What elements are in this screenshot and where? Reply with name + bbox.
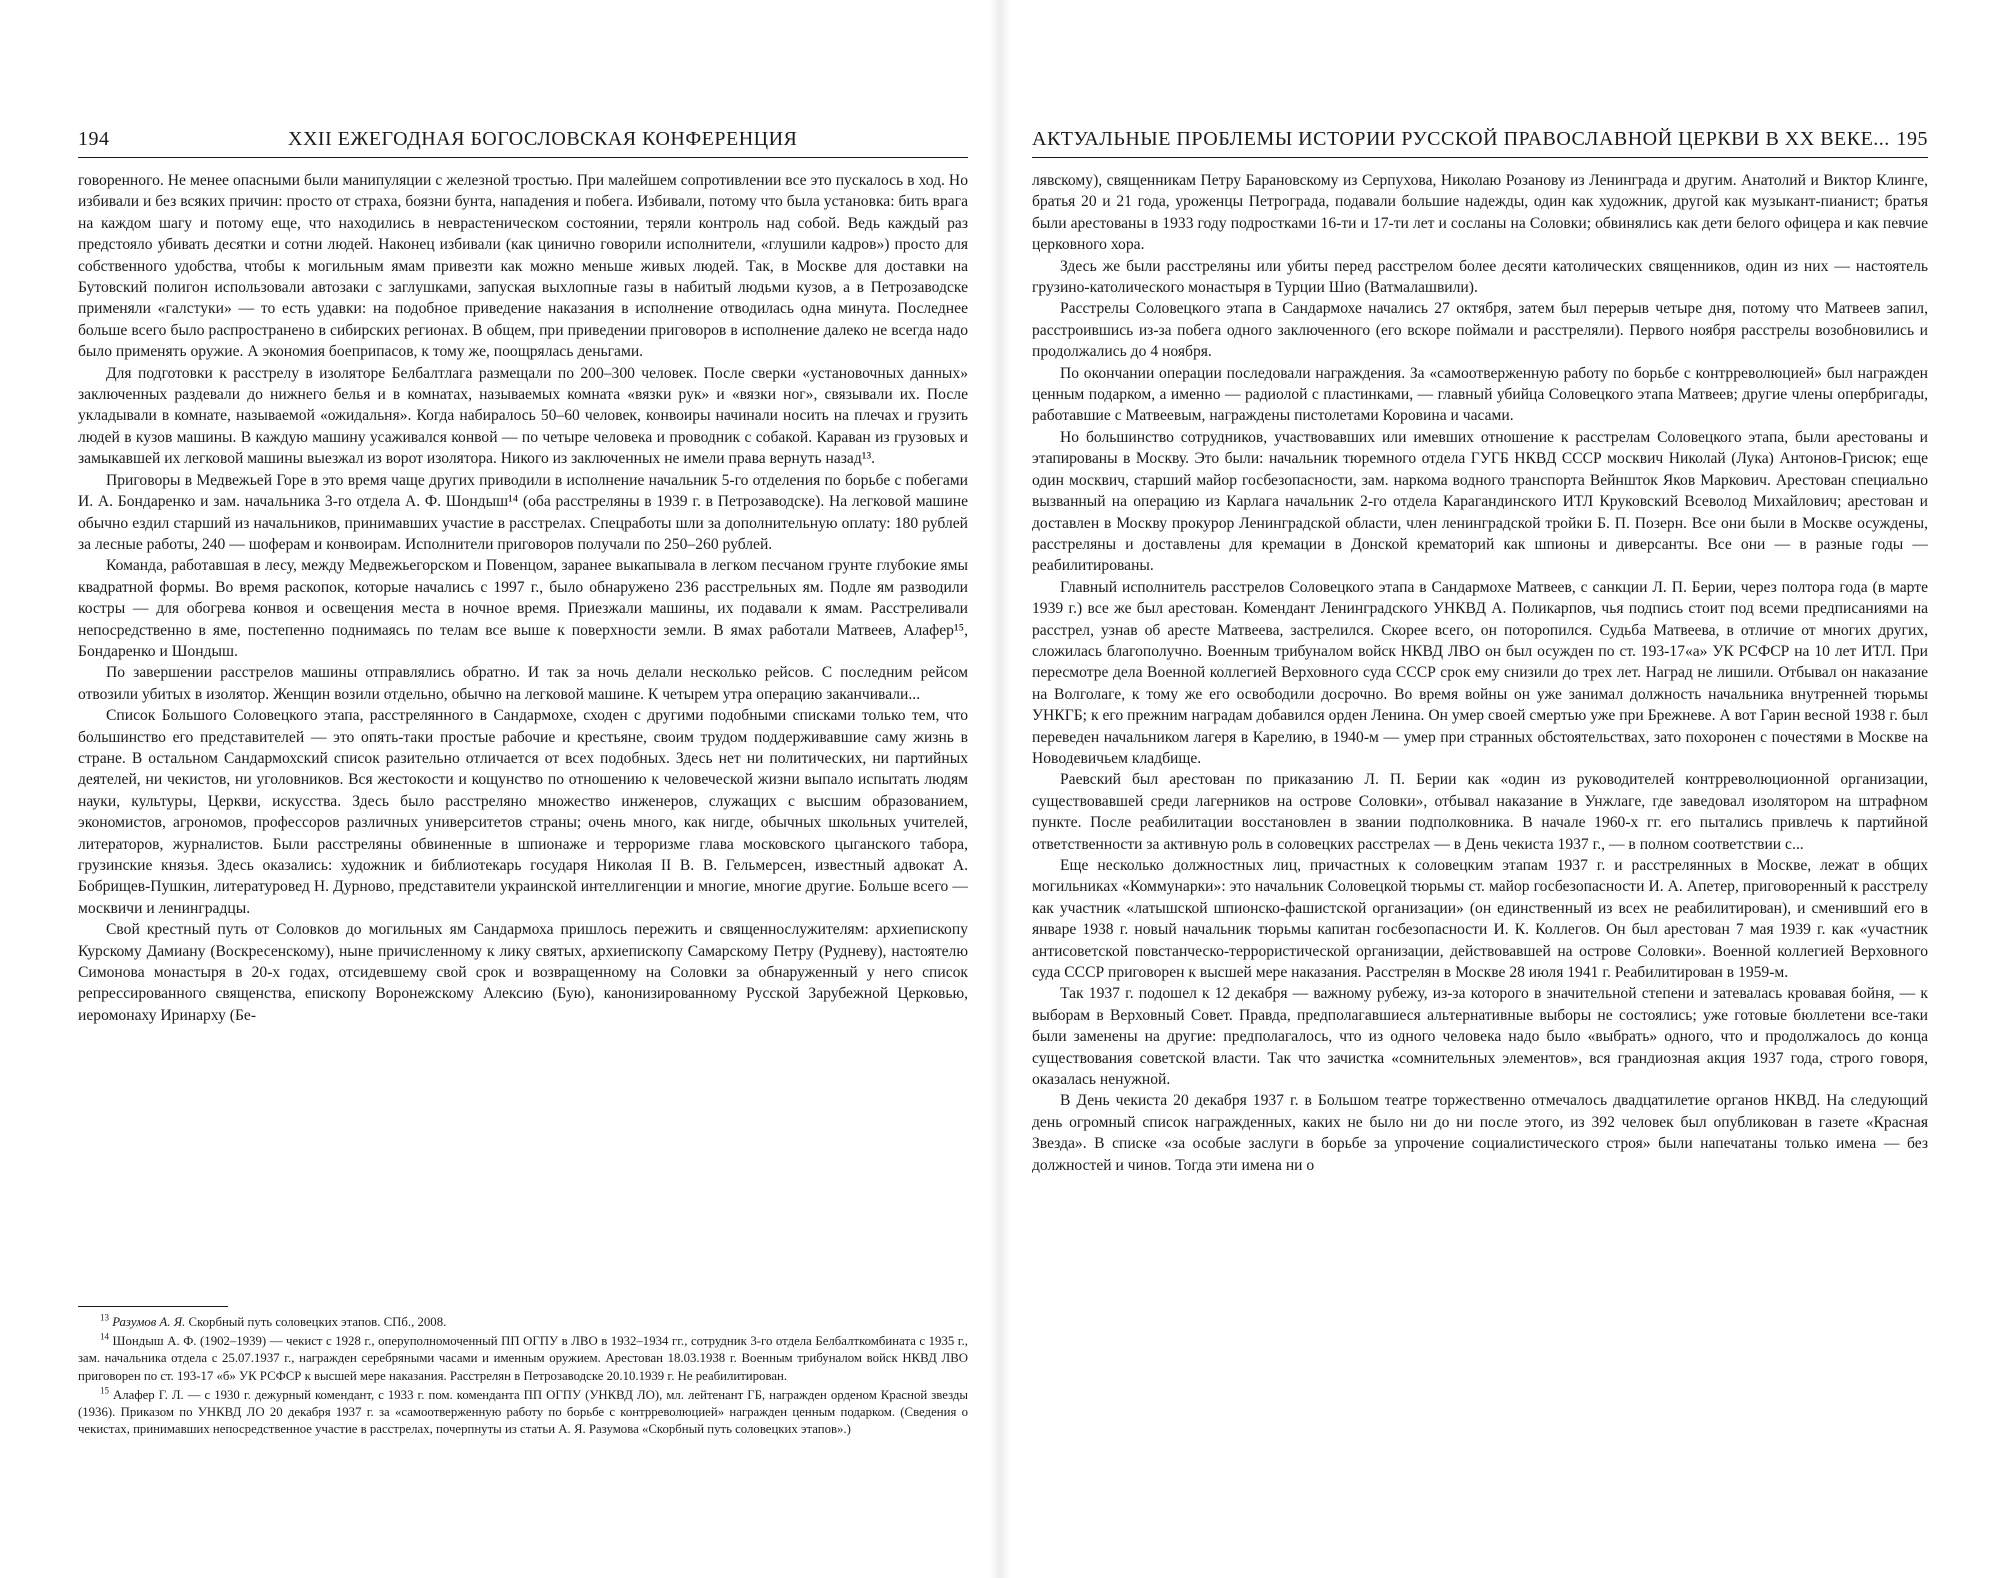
right-running-header [1032,128,1928,154]
footnote-text: Скорбный путь соловецких этапов. СПб., 2008. [185,1315,447,1329]
left-running-title: XXII ЕЖЕГОДНАЯ БОГОСЛОВСКАЯ КОНФЕРЕНЦИЯ [288,128,798,150]
paragraph: По завершении расстрелов машины отправлялись обратно. И так за ночь делали несколько рейсов. С последним рейсом отвозили убитых в изолятор. Женщин возили отдельно, обычно на легковой машине. К четырем утра операцию заканчивали... [78,664,968,703]
paragraph: Главный исполнитель расстрелов Соловецкого этапа в Сандармохе Матвеев, с санкции Л. П. Берии, через полтора года (в марте 1939 г.) все же был арестован. Комендант Ленинградского УНКВД А. Поликарпов, чья подпись стоит под всеми предписаниями на расстрел, узнав об аресте Матвеева, застрелился. Скорее всего, он поторопился. Судьба Матвеева, в отличие от многих других, сложилась благополучно. Военным трибуналом войск НКВД ЛВО он был осужден по ст. 193-17«а» УК РСФСР на 10 лет ИТЛ. При пересмотре дела Военной коллегией Верховного суда СССР срок ему снизили до трех лет. Наград не лишили. Отбывал он наказание на Волголаге, к тому же его освободили досрочно. Во время войны он уже занимал должность начальника внутренней тюрьмы УНКГБ; к его прежним наградам добавился орден Ленина. Он умер своей смертью уже при Брежневе. А вот Гарин весной 1938 г. был переведен начальником лагеря в Карелию, в 1940-м — умер при странных обстоятельствах, зато похоронен с почестями в Москве на Новодевичьем кладбище. [1032,578,1928,767]
footnote-number: 14 [100,1331,109,1342]
paragraph: говоренного. Не менее опасными были манипуляции с железной тростью. При малейшем сопротивлении все это пускалось в ход. Но избивали и без всяких причин: просто от страха, боязни бунта, нападения и побега. Избивали, потому что была установка: бить врага на каждом шагу и потому еще, что находились в неврастеническом состоянии, теряли контроль над собой. Ведь каждый раз предстояло убивать десятки и сотни людей. Наконец избивали (как цинично говорили исполнители, «глушили кадров») просто для собственного удобства, чтобы к могильным ямам привезти как можно меньше живых людей. Так, в Москве для доставки на Бутовский полигон использовали автозаки с заглушками, запуская выхлопные газы в набитый людьми кузов, а в Петрозаводске применяли «галстуки» — то есть удавки: на подобное приведение наказания в исполнение отводилась одна минута. Последнее больше всего было распространено в сибирских регионах. В общем, при приведении приговоров в исполнение далеко не всегда надо было применять оружие. А экономия боеприпасов, к тому же, поощрялась деньгами. [78,172,968,361]
paragraph: Для подготовки к расстрелу в изоляторе Белбалтлага размещали по 200–300 человек. После сверки «установочных данных» заключенных раздевали до нижнего белья и в комнатах, называемых комната «вязки рук» и «вязки ног», связывали их. После укладывали в комнате, называемой «ожидальня». Когда набиралось 50–60 человек, конвоиры начинали носить на плечах и грузить людей в кузов машины. В каждую машину усаживался конвой — по четыре человека и проводник с собакой. Караван из грузовых и замыкавшей их легковой машины выезжал из ворот изолятора. Никого из заключенных не имели права вернуть назад¹³. [78,364,968,468]
right-body-text [1032,170,1928,1176]
header-rule [1032,157,1928,158]
footnote-text: Алафер Г. Л. — с 1930 г. дежурный комендант, с 1933 г. пом. коменданта ПП ОГПУ (УНКВД ЛО), мл. лейтенант ГБ, награжден орденом Красной звезды (1936). Приказом по УНКВД ЛО 20 декабря 1937 г. за «самоотверженную работу по борьбе с контрреволюцией» награжден ценным подарком. (Сведения о чекистах, принимавших непосредственное участие в расстрелах, почерпнуты из статьи А. Я. Разумова «Скорбный путь соловецких этапов».) [78,1387,968,1437]
footnote-text: Шондыш А. Ф. (1902–1939) — чекист с 1928 г., оперуполномоченный ПП ОГПУ в ЛВО в 1932–1934 гг., сотрудник 3-го отдела Белбалткомбината с 1935 г., зам. начальника отдела с 25.07.1937 г., награжден серебряными часами и именным оружием. Арестован 18.03.1938 г. Военным трибуналом войск НКВД ЛВО приговорен по ст. 193-17 «б» УК РСФСР к высшей мере наказания. Расстрелян в Петрозаводске 20.10.1939 г. Не реабилитирован. [78,1334,968,1383]
paragraph: Свой крестный путь от Соловков до могильных ям Сандармоха пришлось пережить и священнослужителям: архиепископу Курскому Дамиану (Воскресенскому), ныне причисленному к лику святых, архиепископу Самарскому Петру (Рудневу), настоятелю Симонова монастыря в 20-х годах, отсидевшему свой срок и возвращенному на Соловки за обнаруженный у него список репрессированного священства, епископу Воронежскому Алексию (Бую), канонизированному Русской Зарубежной Церковью, иеромонаху Иринарху (Бе- [78,921,968,1024]
footnote [78,1387,968,1439]
paragraph: Приговоры в Медвежьей Горе в это время чаще других приводили в исполнение начальник 5-го отделения по борьбе с побегами И. А. Бондаренко и зам. начальника 3-го отдела А. Ф. Шондыш¹⁴ (оба расстреляны в 1939 г. в Петрозаводске). На легковой машине обычно ездил старший из начальников, принимавших участие в расстрелах. Спецработы шли за дополнительную оплату: 180 рублей за лесные работы, 240 — шоферам и конвоирам. Исполнители приговоров получали по 250–260 рублей. [78,471,968,553]
paragraph: Еще несколько должностных лиц, причастных к соловецким этапам 1937 г. и расстрелянных в Москве, лежат в общих могильниках «Коммунарки»: это начальник Соловецкой тюрьмы ст. майор госбезопасности И. А. Апетер, приговоренный к расстрелу как участник «латышской шпионско-фашистской организации» (он единственный из всех не реабилитирован), и сменивший его в январе 1938 г. новый начальник тюрьмы капитан госбезопасности И. К. Коллегов. Он был арестован 7 мая 1939 г. как «участник антисоветской повстанческо-террористической организации, действовавшей на острове Соловки». Военной коллегией Верховного суда СССР приговорен к высшей мере наказания. Расстрелян в Москве 28 июля 1941 г. Реабилитирован в 1959-м. [1032,857,1928,982]
left-body-text [78,170,968,1026]
footnotes [78,1314,968,1440]
footnote-author: Разумов А. Я. [112,1315,186,1329]
paragraph: Раевский был арестован по приказанию Л. П. Берии как «один из руководителей контрреволюционной организации, существовавшей среди лагерников на острове Соловки», отбывал наказание в Унжлаге, где заведовал изолятором на штрафном пункте. После реабилитации восстановлен в звании подполковника. В начале 1960-х гг. его пытались привлечь к партийной ответственности за активную роль в соловецких расстрелах — в День чекиста 1937 г., — в полном соответствии с... [1032,771,1928,853]
right-page-number: 195 [1896,128,1928,150]
footnote [78,1333,968,1385]
paragraph: лявскому), священникам Петру Барановскому из Серпухова, Николаю Розанову из Ленинграда и другим. Анатолий и Виктор Клинге, братья 20 и 21 года, уроженцы Петрограда, подавали большие надежды, один как художник, другой как музыкант-пианист; братья были арестованы в 1933 году подростками 16-ти и 17-ти лет и сосланы на Соловки; обвинялись как дети белого офицера и как певчие церковного хора. [1032,172,1928,254]
footnote [78,1314,968,1331]
left-page-number: 194 [78,128,110,150]
left-running-header [78,128,968,154]
right-page [1000,0,2000,1578]
paragraph: Команда, работавшая в лесу, между Медвежьегорском и Повенцом, заранее выкапывала в легком песчаном грунте глубокие ямы квадратной формы. Во время раскопок, которые начались с 1997 г., было обнаружено 236 расстрельных ям. Подле ям разводили костры — для обогрева конвоя и освещения места в ночное время. Приезжали машины, их подавали к ямам. Расстреливали непосредственно в яме, постепенно поднимаясь по телам все выше к поверхности земли. В ямах работали Матвеев, Алафер¹⁵, Бондаренко и Шондыш. [78,557,968,660]
footnote-number: 15 [100,1385,109,1396]
paragraph: По окончании операции последовали награждения. За «самоотверженную работу по борьбе с контрреволюцией» был награжден ценным подарком, а именно — радиолой с пластинками, — главный убийца Соловецкого этапа Матвеев; другие члены опербригады, работавшие с Матвеевым, награждены пистолетами Коровина и часами. [1032,364,1928,425]
header-rule [78,157,968,158]
paragraph: Но большинство сотрудников, участвовавших или имевших отношение к расстрелам Соловецкого этапа, были арестованы и этапированы в Москву. Это были: начальник тюремного отдела ГУГБ НКВД СССР москвич Николай (Лука) Антонов-Грисюк; еще один москвич, старший майор госбезопасности, зам. наркома водного транспорта Вейншток Яков Маркович. Арестован специально вызванный на операцию из Карлага начальник 2-го отдела Карагандинского ИТЛ Круковский Всеволод Михайлович; арестован и доставлен в Москву прокурор Ленинградской области, член ленинградской тройки Б. П. Позерн. Все они были в Москве осуждены, расстреляны и доставлены для кремации в Донской крематорий как шпионы и диверсанты. Все они — в разные годы — реабилитированы. [1032,428,1928,575]
footnote-number: 13 [100,1312,109,1323]
footnote-separator [78,1306,228,1307]
paragraph: Здесь же были расстреляны или убиты перед расстрелом более десяти католических священников, один из них — настоятель грузино-католического монастыря в Турции Шио (Ватмалашвили). [1032,257,1928,297]
paragraph: Расстрелы Соловецкого этапа в Сандармохе начались 27 октября, затем был перерыв четыре дня, потому что Матвеев запил, расстроившись из-за побега одного заключенного (его вскоре поймали и расстреляли). Первого ноября расстрелы возобновились и продолжались до 4 ноября. [1032,300,1928,361]
right-running-title: АКТУАЛЬНЫЕ ПРОБЛЕМЫ ИСТОРИИ РУССКОЙ ПРАВОСЛАВНОЙ ЦЕРКВИ В XX ВЕКЕ... [1032,128,1890,150]
paragraph: Так 1937 г. подошел к 12 декабря — важному рубежу, из-за которого в значительной степени и затевалась кровавая бойня, — к выборам в Верховный Совет. Правда, предполагавшиеся альтернативные выборы не состоялись; уже готовые бюллетени все-таки были заменены на другие: предполагалось, что из одного человека надо было «выбрать» одного, что и продолжалось до конца существования советской власти. Так что зачистка «сомнительных элементов», вся грандиозная акция 1937 года, строго говоря, оказалась ненужной. [1032,985,1928,1089]
paragraph: В День чекиста 20 декабря 1937 г. в Большом театре торжественно отмечалось двадцатилетие органов НКВД. На следующий день огромный список награжденных, каких не было ни до ни после этого, из 392 человек был опубликован в газете «Красная Звезда». В списке «за особые заслуги в борьбе за упрочение социалистического строя» были напечатаны только имена — без должностей и чинов. Тогда эти имена ни о [1032,1092,1928,1174]
paragraph: Список Большого Соловецкого этапа, расстрелянного в Сандармохе, сходен с другими подобными списками только тем, что большинство его представителей — это опять-таки простые рабочие и крестьяне, своим трудом поддерживавшие саму жизнь в стране. В остальном Сандармохский список разительно отличается от всех подобных. Здесь нет ни политических, ни партийных деятелей, ни чекистов, ни уголовников. Вся жестокости и кощунство по отношению к человеческой жизни выпало испытать людям науки, культуры, Церкви, искусства. Здесь было расстреляно множество инженеров, служащих с высшим образованием, экономистов, агрономов, профессоров различных университетов страны; очень много, как нигде, обычных школьных учителей, литераторов, журналистов. Были расстреляны обвиненные в шпионаже и терроризме глава московского цыганского табора, грузинские князья. Здесь оказались: художник и библиотекарь государя Николая II В. В. Гельмерсен, известный адвокат А. Бобрищев-Пушкин, литературовед Н. Дурново, представители украинской интеллигенции и многие, многие другие. Больше всего — москвичи и ленинградцы. [78,707,968,917]
